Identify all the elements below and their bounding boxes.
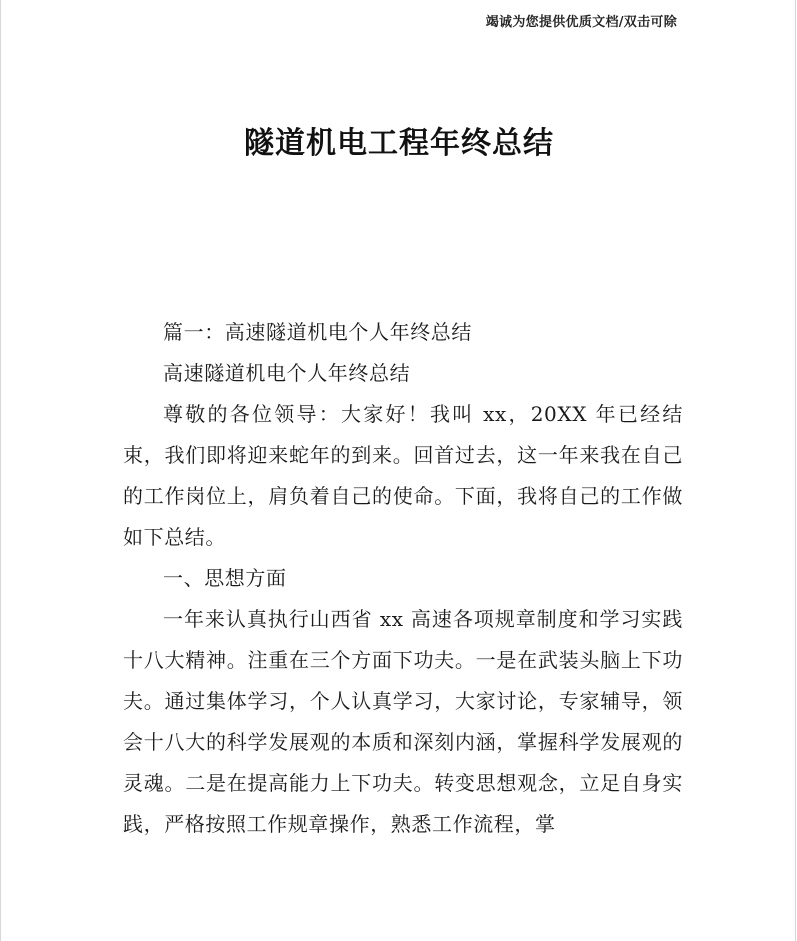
- section-heading: 篇一：高速隧道机电个人年终总结: [163, 320, 472, 344]
- document-title: 隧道机电工程年终总结: [244, 126, 554, 161]
- body-paragraph: 一年来认真执行山西省 xx 高速各项规章制度和学习实践十八大精神。注重在三个方面下功夫。一是在武装头脑上下功夫。通过集体学习，个人认真学习，大家讨论，专家辅导，领会十八大的科学发展观的本质和深刻内涵，掌握科学发展观的灵魂。二是在提高能力上下功夫。转变思想观念，立足自身实践，严格按照工作规章操作，熟悉工作流程，掌: [123, 607, 683, 836]
- header-note: 竭诚为您提供优质文档/双击可除: [485, 15, 677, 30]
- subsection-heading: 一、思想方面: [163, 566, 287, 590]
- body-paragraph: 尊敬的各位领导：大家好！我叫 xx，20XX 年已经结束，我们即将迎来蛇年的到来。回首过去，这一年来我在自己的工作岗位上，肩负着自己的使命。下面，我将自己的工作做如下总结。: [123, 402, 683, 549]
- subtitle-paragraph: 高速隧道机电个人年终总结: [163, 361, 411, 385]
- document-body: [123, 312, 683, 845]
